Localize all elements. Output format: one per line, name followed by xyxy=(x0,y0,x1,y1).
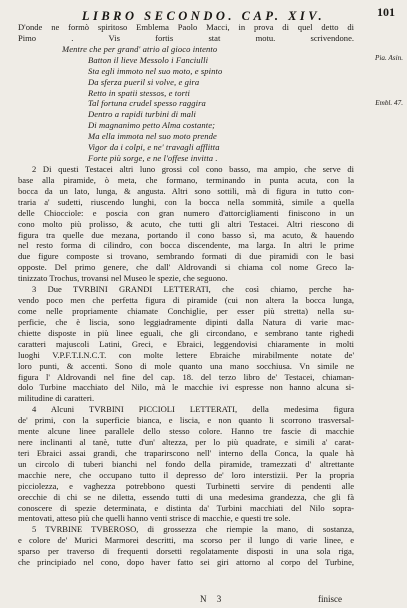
text-line: perficie, che è liscia, sono leggiadramente dipinti dalla Natura di varie mac- xyxy=(18,316,354,327)
page-number: 101 xyxy=(377,5,395,19)
text-line: opposte. Del primo genere, che dall' Aldrovandi si chiama col nome Greco la- xyxy=(18,262,354,273)
verse-line: Di magnanimo petto Alma costante; xyxy=(88,120,216,131)
text-line: luoghi V.P.F.T.I.N.C.T. con molte lettere Ebraiche mirabilmente notate de' xyxy=(18,349,354,360)
text-line: figura l' Aldrovandi nel fine del cap. 18. del terzo libro de' Testacei, chiaman- xyxy=(18,371,354,382)
verse-line: Batton il lieve Messolo i Fanciulli xyxy=(88,54,209,65)
paragraph-start-line: 2 Di questi Testacei altri luno grossi col cono basso, ma ampio, che serve di xyxy=(32,163,354,174)
text-line: picciolezza, e vaghezza potrebbono questi Turbinetti servire di pendenti alle xyxy=(18,480,354,491)
text-line: cono molto più prolisso, & acuto, che tutti gli altri Testacei. Altri riescono di xyxy=(18,218,354,229)
text-line: base alla piramide, ò meta, che formano, terminando in punta acuta, con la xyxy=(18,174,354,185)
page-footer xyxy=(0,594,407,606)
text-line: bocca da un lato, lunga, & angusta. Altri sono sottili, mà di figura in tutto con- xyxy=(18,185,354,196)
text-line: un circolo di tuberi bianchi nel fondo della piramide, tramezzati d' altrettante xyxy=(18,458,354,469)
text-line: come nelle propriamente chiamate Conchiglie, per esser più stretta) nella su- xyxy=(18,305,354,316)
text-line: e colore de' Murici Marmorei descritti, ma scorso per il lungo di varie linee, e xyxy=(18,535,354,546)
text-line: traria a' sudetti, riuscendo lunghi, con la bocca nella sommità, simile a quella xyxy=(18,196,354,207)
verse-line: Mentre che per grand' atrio al gioco intento xyxy=(62,43,218,54)
text-line: nere inclinanti al tanè, tutte d'un' altezza, per lo più quadrate, e simili a' carat- xyxy=(18,437,354,448)
margin-note-emblem: Embl. 47. xyxy=(375,99,403,107)
text-line: figura tra quelle due mezana, portando il cono basso sì, ma acuto, & hauendo xyxy=(18,229,354,240)
paragraph-start-line: 5 TVRBINE TVBEROSO, di grossezza che riempie la mano, di sostanza, xyxy=(32,524,354,535)
paragraph-end-line: militudine di caratteri. xyxy=(18,393,95,404)
text-line: delle Chiocciole: e poscia con gran numero d'attorcigliamenti finiscono in un xyxy=(18,207,354,218)
text-line: vendo poco men che perfetta figura di piramide (cui non altera la bocca lunga, xyxy=(18,295,354,306)
verse-line: Ma ella immota nel suo moto prende xyxy=(88,131,217,142)
text-line: sparso per traverso di frequenti dorsetti regolatamente disposti in una sola riga, xyxy=(18,546,354,557)
signature-mark: N 3 xyxy=(200,594,226,604)
text-line: dolo Turbine macchiato del Nilo, mà le macchie ivi espresse non hanno alcuna si- xyxy=(18,382,354,393)
paragraph-start-line: 4 Alcuni TVRBINI PICCIOLI LETTERATI, della medesima figura xyxy=(32,404,354,415)
text-line: orecchie di chi se ne diletta, essendo tutti di una medesima grandezza, che gli fà xyxy=(18,491,354,502)
text-line: chiette disposte in più linee eguali, che gli circondano, e sembrano tante righedi xyxy=(18,327,354,338)
text-line: Pimo . Vis fortis stat motu. scrivendone. xyxy=(18,32,354,43)
paragraph-start-line: 3 Due TVRBINI GRANDI LETTERATI, che così chiamo, perche ha- xyxy=(32,284,354,295)
text-line: che principiado nel cono, dopo haver fatto sei giri attorno al corpo del Turbine, xyxy=(18,557,354,568)
text-line: nel resto forma di cilindro, con bocca discendente, ma larga. In altri le prime xyxy=(18,240,354,251)
paragraph-end-line: tinizzato Trochus, trovansi nel Museo le spezie, che seguono. xyxy=(18,273,228,284)
text-line: conoscere di spezie determinata, e distinta da' Turbini macchiati del Nilo sopra- xyxy=(18,502,354,513)
verse-line: Tal fortuna crudel spesso raggira xyxy=(88,98,206,109)
text-line: macchie nere, che occupano tutto il depresso de' loro interstizii. Per la propria xyxy=(18,469,354,480)
text-line: teri Ebraici assai grandi, che traparirscono nell' interno della Conca, la quale hà xyxy=(18,447,354,458)
text-body xyxy=(18,22,354,568)
running-title: LIBRO SECONDO. CAP. XIV. xyxy=(81,9,326,23)
text-line: due figure composte si trovano, sembrando formati di due piramidi con le basi xyxy=(18,251,354,262)
verse-line: Dentro a rapidi turbini di mali xyxy=(88,109,196,120)
text-line: D'onde ne formò spiritoso Emblema Paolo Macci, in prova di quel detto di xyxy=(18,22,354,32)
verse-line: Forte più sorge, e ne l'offese invitta . xyxy=(88,153,218,164)
verse-line: Retto in spatii stessos, e torti xyxy=(88,87,190,98)
text-line: loro punti, & accenti. Sono di mole quanto una mano socchiusa. Vn simile ne xyxy=(18,360,354,371)
text-line: de' primi, con la superficie bianca, e liscia, e non quanto li scorrono trasversal- xyxy=(18,415,354,426)
verse-line: Da sferza pueril si volve, e gira xyxy=(88,76,200,87)
margin-note-citation: Pia. Asin. xyxy=(374,54,403,62)
text-line: caratteri majuscoli Latini, Greci, e Ebraici, leggendovisi chiaramente in molti xyxy=(18,338,354,349)
catchword: finisce xyxy=(318,594,342,604)
verse-line: Vigor da i colpi, e ne' travagli afflitta xyxy=(88,142,220,153)
paragraph-end-line: mentovati, atteso più che quelli hanno venti strisce di macchie, e questi tre sole. xyxy=(18,513,291,524)
text-line: mente alcune linee parallele dello stesso colore. Hanno tre fascie di macchie xyxy=(18,426,354,437)
verse-line: Sta egli immoto nel suo moto, e spinto xyxy=(88,65,223,76)
